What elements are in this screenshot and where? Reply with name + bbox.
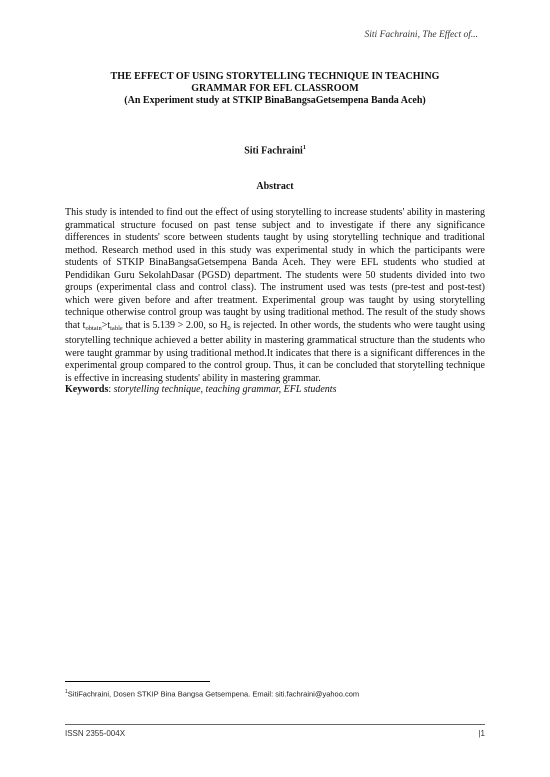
abstract-text-after: is rejected. In other words, the students who were taught using storytelling technique achieved a better ability in mastering grammatical structure than the students who were taught grammar by using traditional method.It indicates that there is a significant differences in the experimental group compared to the control group. Thus, it can be concluded that storytelling technique is effective in increasing students' ability in mastering grammar. [65, 319, 485, 384]
keywords-separator: : [108, 384, 114, 395]
footer-divider [65, 724, 485, 725]
keywords-text: storytelling technique, teaching grammar, EFL students [113, 384, 337, 395]
abstract-text-before: This study is intended to find out the effect of using storytelling to increase students' ability in mastering grammatical structure focused on past tense subject and to investigate if there any significance differences in students' score between students taught by using storytelling technique and traditional method. Research method used in this study was experimental study in which the participants were students of STKIP BinaBangsaGetsempena Banda Aceh. They were EFL students who studied at Pendidikan Guru SekolahDasar (PGSD) department. The students were 50 students divided into two groups (experimental class and control class). The instrument used was tests (pre-test and post-test) which were given before and after treatment. Experimental group was taught by using storytelling technique otherwise control group was taught by using traditional method. The result of the study shows that t [65, 207, 485, 331]
footnote-divider [65, 681, 210, 682]
author-name [72, 145, 478, 156]
author-footnote-mark: 1 [302, 145, 306, 151]
footnote [65, 689, 495, 699]
t-obtain-subscript: obtain [85, 324, 102, 332]
title-line-2: GRAMMAR FOR EFL CLASSROOM [191, 83, 359, 94]
abstract-mid-1: >t [101, 319, 111, 331]
running-head: Siti Fachraini, The Effect of... [364, 30, 478, 40]
abstract-paragraph [65, 207, 485, 385]
abstract-body [65, 207, 485, 385]
keywords [65, 384, 485, 396]
paper-title [72, 71, 478, 107]
footer-page-number: |1 [478, 729, 485, 738]
keywords-label: Keywords [65, 384, 109, 395]
title-line-3: (An Experiment study at STKIP BinaBangsaGetsempena Banda Aceh) [124, 95, 426, 106]
footnote-text: SitiFachraini, Dosen STKIP Bina Bangsa Getsempena. Email: siti.fachraini@yahoo.com [67, 689, 360, 699]
t-table-subscript: table [110, 324, 123, 332]
footnote-mark: 1 [65, 689, 68, 695]
title-line-1: THE EFFECT OF USING STORYTELLING TECHNIQUE IN TEACHING [110, 71, 440, 82]
abstract-mid-2: that is 5.139 > 2.00, so H [122, 319, 228, 331]
abstract-heading: Abstract [256, 181, 294, 192]
h0-subscript: 0 [227, 324, 231, 332]
footer-issn: ISSN 2355-004X [65, 729, 126, 738]
author-name-text: Siti Fachraini [244, 145, 303, 157]
